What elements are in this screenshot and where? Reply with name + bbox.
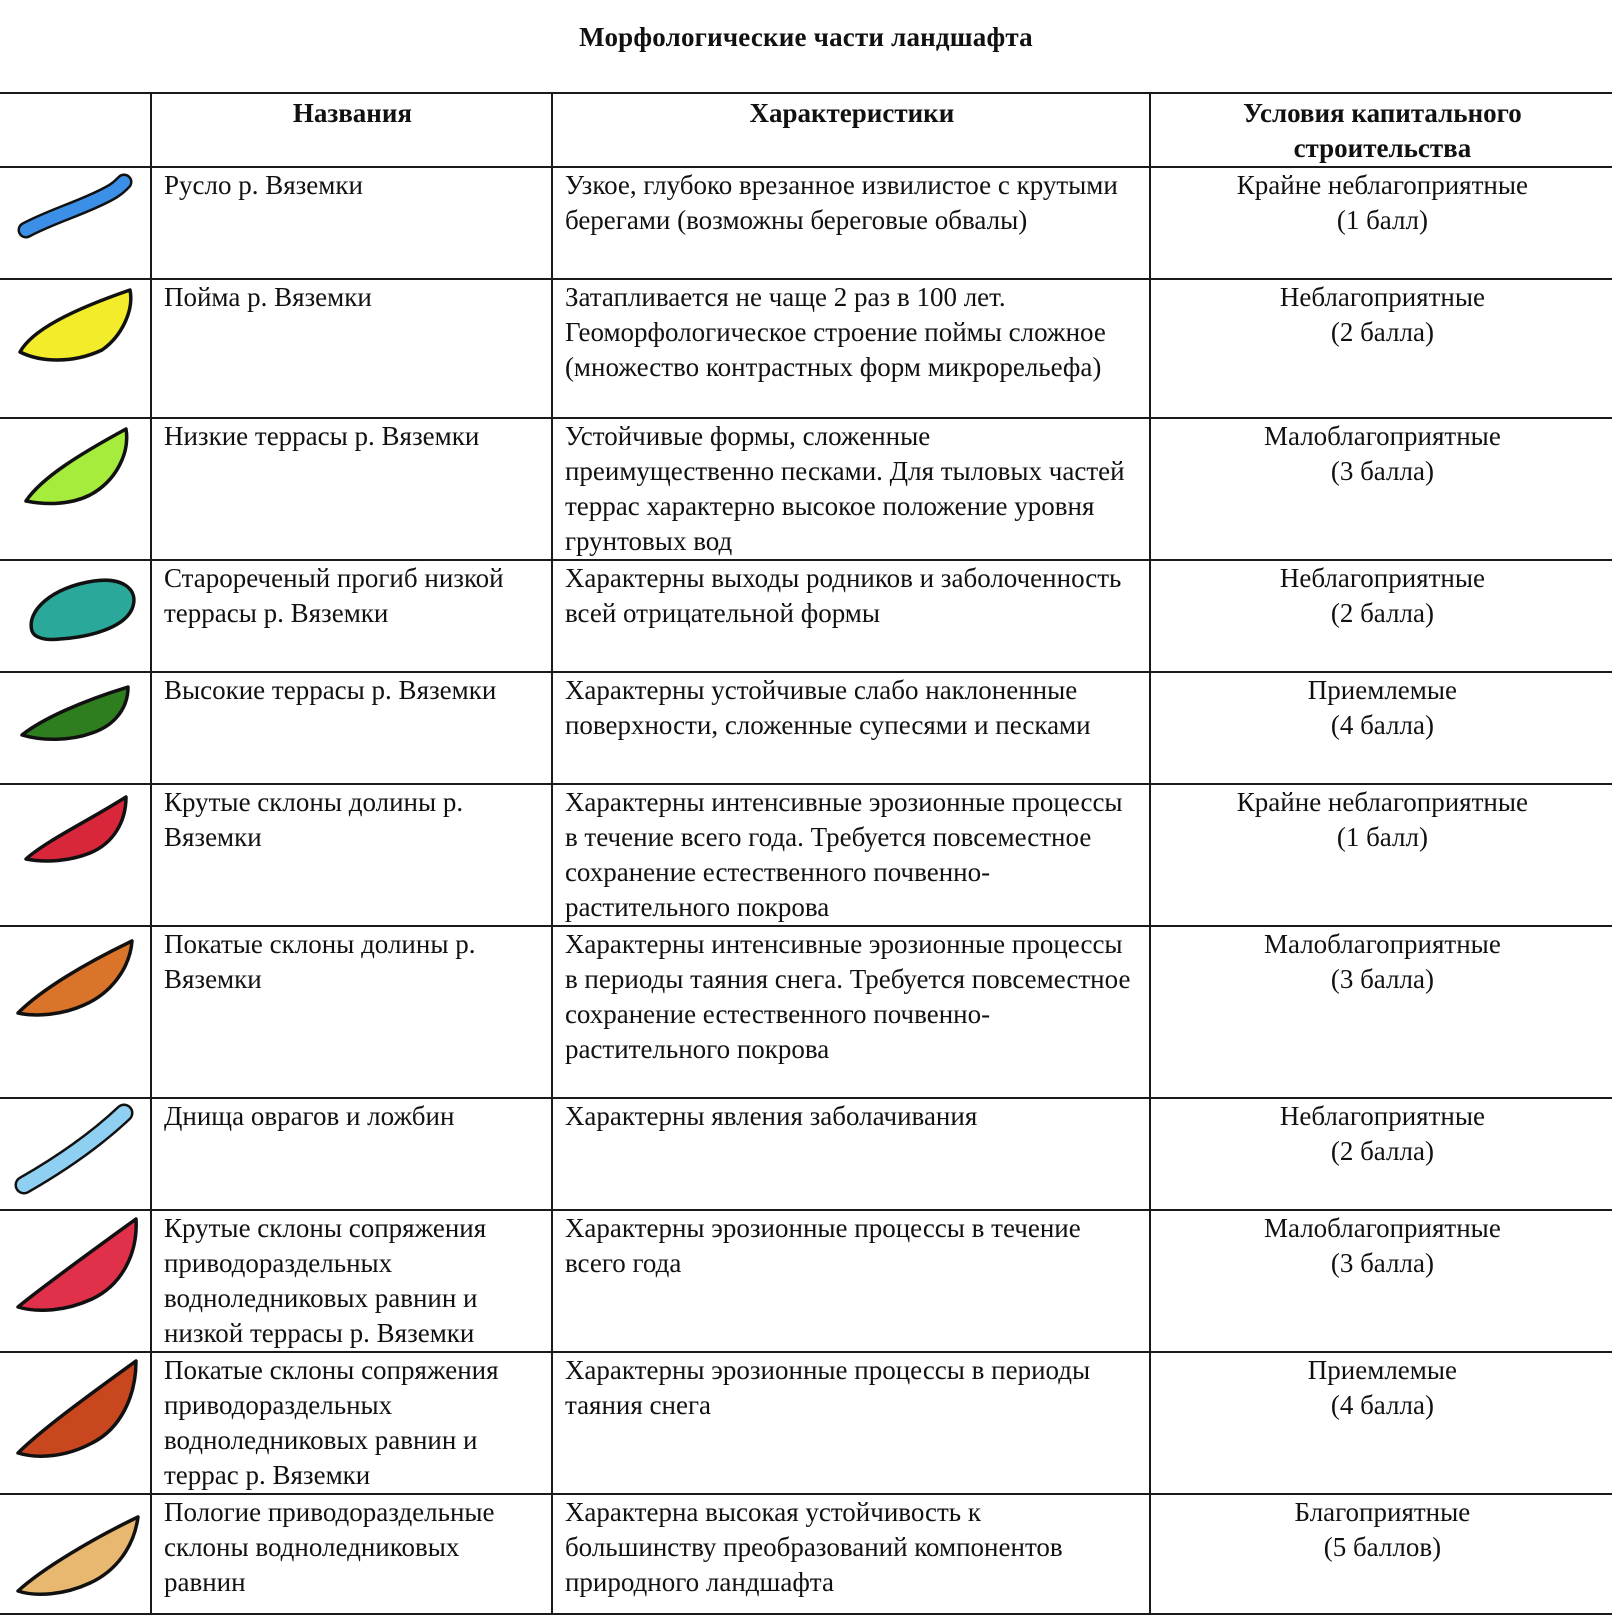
header-characteristics: Характеристики [552,93,1150,167]
legend-symbol-cell [0,418,151,560]
construction-condition: Неблагоприятные [1279,1101,1485,1131]
legend-symbol-cell [0,1210,151,1352]
unit-name-cell [151,279,552,418]
landscape-legend-table [0,92,1612,1615]
steep-junction-slope-leaf-icon [12,1211,144,1321]
unit-characteristics: Характерна высокая устойчивость к большинству преобразований компонентов природного ландшафта [564,1497,1063,1597]
symbol-fill [20,290,131,360]
legend-symbol-cell [0,279,151,418]
unit-characteristics-cell [552,167,1150,279]
construction-condition: Малоблагоприятные [1263,1213,1501,1243]
unit-characteristics-cell [552,279,1150,418]
gentle-junction-slope-leaf-icon [12,1353,144,1463]
construction-conditions-cell [1150,926,1612,1098]
construction-condition: Приемлемые [1307,675,1457,705]
construction-score: (4 балла) [1330,710,1434,740]
symbol-fill [31,580,134,639]
unit-name-cell [151,1352,552,1494]
unit-characteristics: Характерны явления заболачивания [564,1101,978,1131]
high-terrace-leaf-icon [12,673,144,783]
unit-name-cell [151,926,552,1098]
watershed-slope-leaf-icon [12,1495,144,1605]
legend-symbol-cell [0,560,151,672]
gentle-valley-slope-leaf-icon [12,927,144,1037]
construction-score: (1 балл) [1336,822,1428,852]
header-name: Названия [151,93,552,167]
table-row [0,1098,1612,1210]
table-row [0,1210,1612,1352]
unit-characteristics-cell [552,560,1150,672]
table-row [0,926,1612,1098]
unit-characteristics: Характерны эрозионные процессы в течение всего года [564,1213,1081,1278]
table-row [0,418,1612,560]
construction-condition: Приемлемые [1307,1355,1457,1385]
document-title: Морфологические части ландшафта [579,22,1033,52]
construction-score: (4 балла) [1330,1390,1434,1420]
unit-characteristics-cell [552,1494,1150,1614]
legend-symbol-cell [0,926,151,1098]
legend-symbol-cell [0,1098,151,1210]
unit-name-cell [151,1210,552,1352]
construction-conditions-cell [1150,1352,1612,1494]
construction-score: (3 балла) [1330,1248,1434,1278]
unit-name-cell [151,1098,552,1210]
legend-symbol-cell [0,672,151,784]
unit-name: Покатые склоны долины р. Вяземки [163,929,476,994]
table-row [0,167,1612,279]
low-terrace-leaf-icon [12,419,144,529]
construction-score: (1 балл) [1336,205,1428,235]
unit-characteristics: Затапливается не чаще 2 раз в 100 лет. Геоморфологическое строение поймы сложное (множество контрастных форм микрорельефа) [564,282,1106,382]
unit-name: Покатые склоны сопряжения приводораздельных водноледниковых равнин и террас р. Вяземки [163,1355,499,1490]
header-symbol [0,93,151,167]
symbol-fill [24,1113,124,1185]
old-channel-blob-icon [12,561,144,671]
legend-symbol-cell [0,167,151,279]
unit-name: Русло р. Вяземки [163,170,363,200]
legend-symbol-cell [0,1352,151,1494]
unit-name: Низкие террасы р. Вяземки [163,421,480,451]
unit-characteristics-cell [552,418,1150,560]
unit-characteristics-cell [552,926,1150,1098]
table-row [0,784,1612,926]
table-row [0,1494,1612,1614]
construction-conditions-cell [1150,1098,1612,1210]
construction-condition: Малоблагоприятные [1263,421,1501,451]
construction-score: (2 балла) [1330,598,1434,628]
unit-characteristics: Характерны устойчивые слабо наклоненные поверхности, сложенные супесями и песками [564,675,1091,740]
unit-characteristics: Узкое, глубоко врезанное извилистое с крутыми берегами (возможны береговые обвалы) [564,170,1118,235]
unit-name: Пологие приводораздельные склоны водноледниковых равнин [163,1497,495,1597]
ravine-bottom-stroke-icon [12,1099,144,1209]
unit-name-cell [151,1494,552,1614]
construction-condition: Неблагоприятные [1279,282,1485,312]
unit-name: Пойма р. Вяземки [163,282,372,312]
table-row [0,279,1612,418]
construction-score: (2 балла) [1330,317,1434,347]
construction-conditions-cell [1150,672,1612,784]
construction-score: (5 баллов) [1323,1532,1442,1562]
unit-name-cell [151,560,552,672]
construction-conditions-cell [1150,1210,1612,1352]
construction-conditions-cell [1150,784,1612,926]
unit-characteristics-cell [552,784,1150,926]
unit-name: Днища оврагов и ложбин [163,1101,455,1131]
unit-characteristics: Характерны интенсивные эрозионные процессы в течение всего года. Требуется повсеместное сохранение естественного почвенно-растительного покрова [564,787,1123,922]
construction-score: (3 балла) [1330,964,1434,994]
unit-name-cell [151,167,552,279]
unit-name-cell [151,784,552,926]
construction-score: (2 балла) [1330,1136,1434,1166]
unit-characteristics-cell [552,1098,1150,1210]
floodplain-leaf-icon [12,280,144,390]
header-conditions: Условия капитального строительства [1150,93,1612,167]
table-row [0,1352,1612,1494]
unit-characteristics: Устойчивые формы, сложенные преимущественно песками. Для тыловых частей террас характерно высокое положение уровня грунтовых вод [564,421,1125,556]
table-row [0,672,1612,784]
symbol-fill [22,687,128,739]
construction-condition: Малоблагоприятные [1263,929,1501,959]
construction-conditions-cell [1150,1494,1612,1614]
symbol-fill [26,182,124,230]
construction-condition: Благоприятные [1294,1497,1471,1527]
unit-characteristics: Характерны интенсивные эрозионные процессы в периоды таяния снега. Требуется повсеместное сохранение естественного почвенно-растительного покрова [564,929,1131,1064]
symbol-fill [26,797,126,861]
construction-conditions-cell [1150,560,1612,672]
unit-characteristics: Характерны эрозионные процессы в периоды таяния снега [564,1355,1091,1420]
unit-name: Старореченый прогиб низкой террасы р. Вяземки [163,563,504,628]
unit-name-cell [151,418,552,560]
symbol-fill [26,429,127,503]
symbol-fill [18,1517,138,1594]
construction-score: (3 балла) [1330,456,1434,486]
construction-conditions-cell [1150,279,1612,418]
construction-condition: Крайне неблагоприятные [1236,170,1528,200]
construction-condition: Неблагоприятные [1279,563,1485,593]
table-row [0,560,1612,672]
unit-name: Крутые склоны сопряжения приводораздельных водноледниковых равнин и низкой террасы р. Вяземки [163,1213,487,1348]
unit-name-cell [151,672,552,784]
symbol-fill [18,1361,136,1456]
construction-conditions-cell [1150,167,1612,279]
unit-characteristics-cell [552,1352,1150,1494]
unit-characteristics-cell [552,672,1150,784]
unit-name: Высокие террасы р. Вяземки [163,675,497,705]
unit-characteristics: Характерны выходы родников и заболоченность всей отрицательной формы [564,563,1122,628]
steep-valley-slope-leaf-icon [12,785,144,895]
legend-symbol-cell [0,1494,151,1614]
river-channel-stroke-icon [12,168,144,278]
construction-conditions-cell [1150,418,1612,560]
table-header-row [0,93,1612,167]
symbol-fill [18,1219,136,1310]
symbol-fill [18,941,132,1015]
unit-characteristics-cell [552,1210,1150,1352]
unit-name: Крутые склоны долины р. Вяземки [163,787,464,852]
legend-symbol-cell [0,784,151,926]
construction-condition: Крайне неблагоприятные [1236,787,1528,817]
